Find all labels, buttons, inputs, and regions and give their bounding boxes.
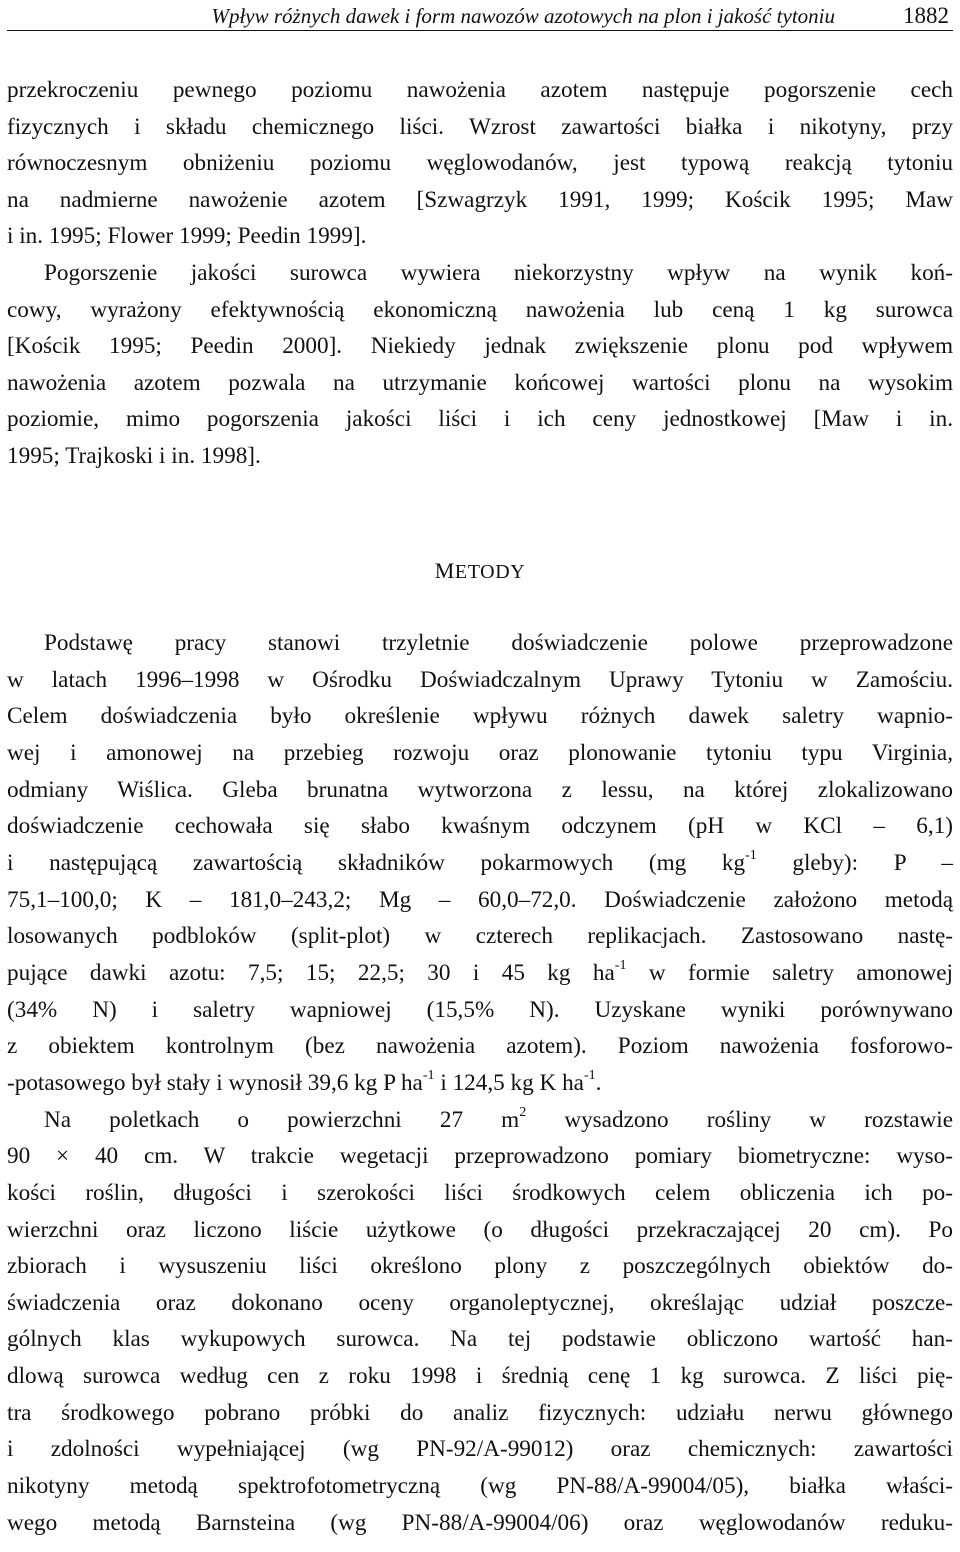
text-line: wej i amonowej na przebieg rozwoju oraz plonowanie tytoniu typu Virginia, [7,739,953,766]
text-segment: gleby): P – [756,849,953,876]
text-line: fizycznych i składu chemicznego liści. Wzrost zawartości białka i nikotyny, przy [7,113,953,140]
text-line: Celem doświadczenia było określenie wpływu różnych dawek saletry wapnio- [7,703,953,730]
text-line: świadczenia oraz dokonano oceny organoleptycznej, określając udział poszcze- [7,1289,953,1316]
text-line: poziomie, mimo pogorszenia jakości liści i ich ceny jednostkowej [Maw i in. [7,406,953,433]
text-line: 90 × 40 cm. W trakcie wegetacji przeprowadzono pomiary biometryczne: wyso- [7,1143,953,1170]
text-segment: pujące dawki azotu: 7,5; 15; 22,5; 30 i 45 kg ha [7,959,615,986]
text-segment: w formie saletry amonowej [626,959,953,986]
introduction-paragraphs [7,72,953,475]
text-line: 75,1–100,0; K – 181,0–243,2; Mg – 60,0–72,0. Doświadczenie założono metodą [7,886,953,913]
superscript: -1 [745,847,757,863]
text-line: 1995; Trajkoski i in. 1998]. [7,442,261,469]
text-line: gólnych klas wykupowych surowca. Na tej podstawie obliczono wartość han- [7,1326,953,1353]
text-line: wego metodą Barnsteina (wg PN-88/A-99004/06) oraz węglowodanów reduku- [7,1509,953,1536]
running-title: Wpływ różnych dawek i form nawozów azotowych na plon i jakość tytoniu [211,4,835,28]
text-line [7,1065,953,1102]
text-line: odmiany Wiślica. Gleba brunatna wytworzona z lessu, na której zlokalizowano [7,776,953,803]
text-line: [Kościk 1995; Peedin 2000]. Niekiedy jednak zwiększenie plonu pod wpływem [7,333,953,360]
text-segment: Na poletkach o powierzchni 27 m [44,1106,520,1133]
text-line: cowy, wyrażony efektywnością ekonomiczną nawożenia lub ceną 1 kg surowca [7,296,953,323]
text-line: Pogorszenie jakości surowca wywiera niekorzystny wpływ na wynik koń- [44,259,953,286]
text-line: kości roślin, długości i szerokości liści środkowych celem obliczenia ich po- [7,1179,953,1206]
text-segment: -potasowego był stały i wynosił 39,6 kg P ha [7,1069,423,1096]
text-line: w latach 1996–1998 w Ośrodku Doświadczalnym Uprawy Tytoniu w Zamościu. [7,666,953,693]
superscript: -1 [614,957,627,973]
text-line: zbiorach i wysuszeniu liści określono plony z poszczególnych obiektów do- [7,1253,953,1280]
text-segment: . [595,1069,602,1096]
text-line: nikotyny metodą spektrofotometryczną (wg PN-88/A-99004/05), białka właści- [7,1473,953,1500]
heading-rest: ETODY [454,561,526,583]
text-line: tra środkowego pobrano próbki do analiz fizycznych: udziału nerwu głównego [7,1399,953,1426]
section-heading-methods [0,558,960,584]
text-line: doświadczenie cechowała się słabo kwaśnym odczynem (pH w KCl – 6,1) [7,813,953,840]
text-line [7,845,953,882]
text-segment: i następującą zawartością składników pokarmowych (mg kg [7,849,746,876]
text-line: i zdolności wypełniającej (wg PN-92/A-99012) oraz chemicznych: zawartości [7,1436,953,1463]
text-segment: i 124,5 kg K ha [434,1069,584,1096]
text-line: wierzchni oraz liczono liście użytkowe (o długości przekraczającej 20 cm). Po [7,1216,953,1243]
text-line [7,955,953,992]
text-line: nawożenia azotem pozwala na utrzymanie końcowej wartości plonu na wysokim [7,369,953,396]
text-line: (34% N) i saletry wapniowej (15,5% N). Uzyskane wyniki porównywano [7,996,953,1023]
text-line: losowanych podbloków (split-plot) w czterech replikacjach. Zastosowano nastę- [7,923,953,950]
text-line [7,1102,953,1139]
text-line: równoczesnym obniżeniu poziomu węglowodanów, jest typową reakcją tytoniu [7,150,953,177]
text-line: przekroczeniu pewnego poziomu nawożenia azotem następuje pogorszenie cech [7,77,953,103]
superscript: -1 [422,1067,435,1083]
superscript: 2 [519,1104,527,1120]
methods-paragraphs [7,625,953,1541]
text-line: dlową surowca według cen z roku 1998 i średnią cenę 1 kg surowca. Z liści pię- [7,1363,953,1390]
text-line: Podstawę pracy stanowi trzyletnie doświadczenie polowe przeprowadzone [44,630,953,656]
text-line: z obiektem kontrolnym (bez nawożenia azotem). Poziom nawożenia fosforowo- [7,1033,953,1060]
superscript: -1 [583,1067,596,1083]
text-line: na nadmierne nawożenie azotem [Szwagrzyk 1991, 1999; Kościk 1995; Maw [7,186,953,213]
running-header [7,4,953,31]
page-number: 1882 [903,3,949,28]
heading-initial: M [434,558,455,583]
text-segment: wysadzono rośliny w rozstawie [526,1106,954,1133]
text-line: i in. 1995; Flower 1999; Peedin 1999]. [7,223,367,250]
